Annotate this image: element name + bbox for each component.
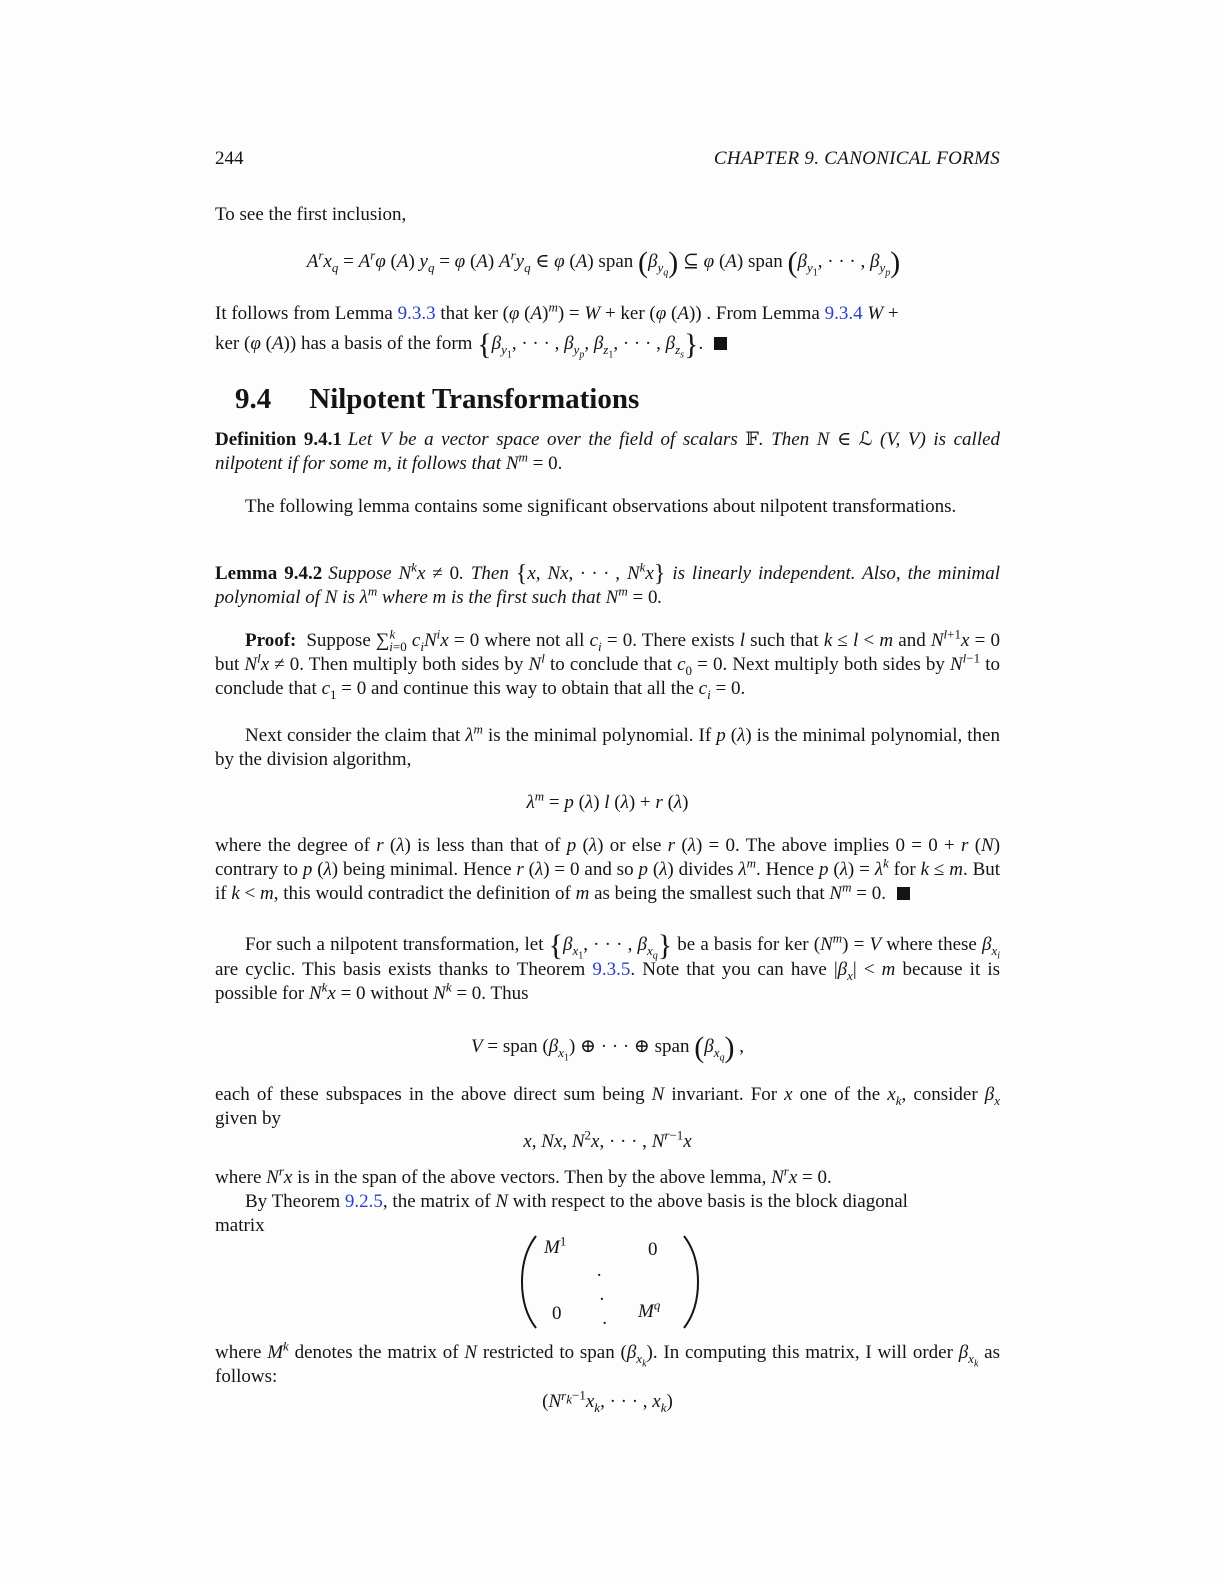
matrix-diagonal-dots: · · · bbox=[596, 1265, 606, 1334]
paragraph-restricted: where $M^k$ denotes the matrix of N restricted to span $(\beta_{x_k})$. In computing this matrix, I will order $\beta_{x_k}$ as follows: bbox=[215, 1338, 1000, 1387]
proof-label: Proof: bbox=[245, 630, 297, 651]
section-heading bbox=[235, 381, 639, 417]
ref-lemma-9-3-3[interactable]: 9.3.3 bbox=[397, 303, 436, 324]
equation-division: $\lambda^m = p$ (λ) l (λ) + r (λ) bbox=[526, 788, 689, 813]
matrix-cell-m1: $M^1$ bbox=[544, 1233, 567, 1258]
page bbox=[215, 0, 1000, 1584]
ref-theorem-9-2-5[interactable]: 9.2.5 bbox=[344, 1191, 383, 1212]
equation-direct-sum: V = span $(\beta_{x_1})$ ⊕ · · · ⊕ span $(\beta_{x_q})$ , bbox=[471, 1031, 744, 1064]
left-paren bbox=[520, 1234, 538, 1330]
paragraph-subspaces: each of these subspaces in the above direct sum being N invariant. For x one of the $x_k$, consider $\beta_x$ given by bbox=[215, 1084, 1000, 1129]
equation-inclusion: $A^rx_q = A^r\varphi$ (A) $y_q = \varphi$ (A) $A^ry_q$ ∈ φ (A) span $(\beta_{y_q})$ ⊆ φ (A) span ($\beta_{y_1}$, · · · , $\beta_{y_p}$) bbox=[306, 246, 901, 279]
definition-9-4-1: Definition 9.4.1 Let V be a vector space over the field of scalars 𝔽. Then N ∈ ℒ (V, V) is called nilpotent if for some m, it follows that $N^m = 0$. bbox=[215, 429, 1001, 474]
paragraph-basis: For such a nilpotent transformation, let {$\beta_{x_1}$, · · · , $\beta_{x_q}$} be a basis for ker $(N^m) = V$ where these $\beta_{x_i}$ are cyclic. This basis exists thanks to Theorem 9.3.5. Note that you can have $|\beta_x| < m$ because it is possible for $N^kx = 0$ without $N^k = 0$. Thus bbox=[215, 929, 1001, 1004]
running-header bbox=[215, 147, 1000, 173]
qed-mark-2 bbox=[897, 887, 910, 900]
paragraph-kernel: It follows from Lemma 9.3.3 that ker (φ $(A)^m) = W$ + ker (φ (A)) . From Lemma 9.3.4 W + bbox=[215, 299, 899, 324]
ref-lemma-9-3-4[interactable]: 9.3.4 bbox=[824, 303, 863, 324]
page-number: 244 bbox=[215, 148, 244, 169]
matrix-cell-bottom-zero: 0 bbox=[552, 1303, 562, 1324]
section-number: 9.4 bbox=[235, 383, 272, 415]
qed-mark bbox=[714, 337, 727, 350]
proof-paragraph-3: where the degree of r (λ) is less than that of p (λ) or else r (λ) = 0. The above implies 0 = 0 + r (N) contrary to p (λ) being minimal. Hence r (λ) = 0 and so p (λ) divides $\lambda^m$. Hence p $(\lambda) = \lambda^k$ for k ≤ m. But if k < m, this would contradict the definition of m as being the smallest such that $N^m = 0$. bbox=[215, 835, 1001, 904]
by-theorem-text: By Theorem bbox=[245, 1191, 341, 1212]
matrix-cell-mq: $M^q$ bbox=[638, 1297, 661, 1322]
section-title: Nilpotent Transformations bbox=[309, 383, 640, 415]
equation-order: ($N^{r_k-1}x_k$, · · · , $x_k$) bbox=[542, 1387, 673, 1415]
right-paren bbox=[682, 1234, 700, 1330]
matrix-word: matrix bbox=[215, 1215, 265, 1236]
equation-cycle: x, Nx, $N^2x$, · · · , $N^{r-1}x$ bbox=[523, 1127, 692, 1152]
paragraph-kernel-cont: ker (φ (A)) has a basis of the form {$\beta_{y_1}$, · · · , $\beta_{y_p}$, $\beta_{z_1}$, · · · , $\beta_{z_s}$}. bbox=[215, 332, 1000, 357]
lemma-label: Lemma 9.4.2 bbox=[215, 563, 323, 584]
matrix-cell-top-zero: 0 bbox=[648, 1239, 658, 1260]
paragraph-span: where $N^rx$ is in the span of the above vectors. Then by the above lemma, $N^rx = 0$. bbox=[215, 1163, 832, 1188]
definition-label: Definition 9.4.1 bbox=[215, 429, 342, 450]
lemma-9-4-2: Lemma 9.4.2 Suppose $N^kx \ne 0$. Then {x, Nx, · · · , $N^kx$} is linearly independent. Also, the minimal polynomial of N is $\lambda^m$ where m is the first such that $N^m = 0$. bbox=[215, 559, 1001, 608]
proof-paragraph-1: Proof: Suppose ∑$^k_{i=0}$ $c_iN^ix = 0$ where not all $c_i = 0$. There exists l such that k ≤ l < m and $N^{l+1}x = 0$ but $N^lx \ne 0$. Then multiply both sides by $N^l$ to conclude that $c_0 = 0$. Next multiply both sides by $N^{l-1}$ to conclude that $c_1 = 0$ and continue this way to obtain that all the $c_i = 0$. bbox=[215, 626, 1001, 702]
paragraph-block-diagonal: By Theorem 9.2.5, the matrix of N with respect to the above basis is the block diagonal bbox=[245, 1191, 908, 1212]
intro-line: To see the first inclusion, bbox=[215, 204, 407, 225]
block-diagonal-matrix bbox=[520, 1233, 700, 1334]
proof-paragraph-2: Next consider the claim that $\lambda^m$ is the minimal polynomial. If p (λ) is the minimal polynomial, then by the division algorithm, bbox=[215, 721, 1000, 770]
chapter-title: CHAPTER 9. CANONICAL FORMS bbox=[713, 148, 1000, 169]
paragraph-following: The following lemma contains some significant observations about nilpotent transformations. bbox=[245, 496, 957, 517]
ref-theorem-9-3-5[interactable]: 9.3.5 bbox=[592, 959, 631, 980]
